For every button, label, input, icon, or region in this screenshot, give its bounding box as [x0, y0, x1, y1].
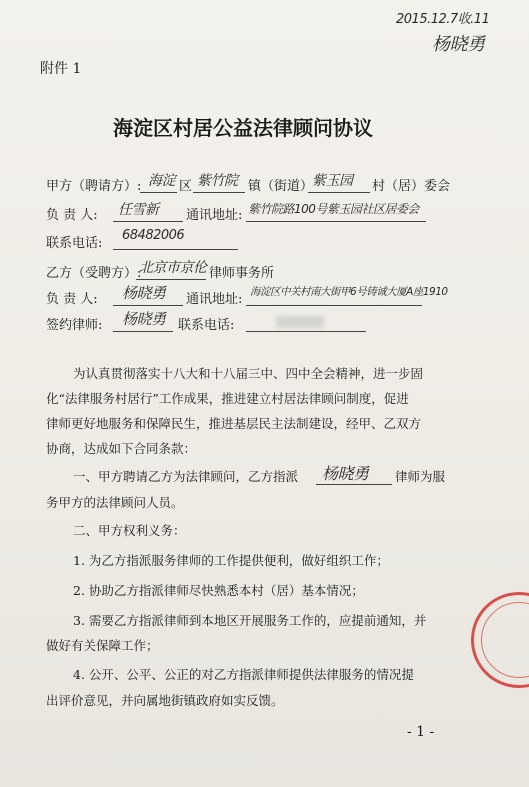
article-2-item-3-line-1: 3. 需要乙方指派律师到本地区开展服务工作的，应提前通知，并	[73, 613, 427, 628]
handwritten-date-note: 2015.12.7收.11	[396, 12, 490, 27]
party-b-label: 乙方（受聘方）:	[46, 266, 142, 281]
party-a-phone: 68482006	[122, 228, 185, 243]
party-a-address-label: 通讯地址:	[186, 208, 243, 223]
article-2-item-4-line-1: 4. 公开、公平、公正的对乙方指派律师提供法律服务的情况提	[73, 667, 414, 682]
article-1-line-1b: 律师为服	[395, 469, 446, 484]
party-b-address-label: 通讯地址:	[186, 292, 243, 307]
intro-line-1: 为认真贯彻落实十八大和十八届三中、四中全会精神，进一步固	[73, 366, 424, 381]
party-b-address: 海淀区中关村南大街甲6号铸诚大厦A座1910	[250, 286, 448, 298]
page-number: - 1 -	[407, 724, 435, 740]
article-2-item-3-line-2: 做好有关保障工作；	[46, 638, 159, 653]
article-2-item-2: 2. 协助乙方指派律师尽快熟悉本村（居）基本情况；	[73, 583, 364, 598]
party-b-lawyer-name: 杨晓勇	[122, 310, 166, 328]
party-a-village: 紫玉园	[312, 173, 353, 189]
party-a-town: 紫竹院	[197, 173, 238, 189]
handwritten-signature-note: 杨晓勇	[432, 34, 485, 55]
document-title: 海淀区村居公益法律顾问协议	[113, 116, 373, 140]
party-a-village-suffix: 村（居）委会	[372, 179, 451, 194]
official-seal-stamp	[471, 592, 529, 688]
article-2-item-1: 1. 为乙方指派服务律师的工作提供便利，做好组织工作；	[73, 553, 389, 568]
intro-line-2: 化“法律服务村居行”工作成果，推进建立村居法律顾问制度，促进	[46, 391, 409, 406]
party-a-phone-label: 联系电话:	[46, 236, 103, 251]
intro-line-4: 协商，达成如下合同条款：	[46, 441, 197, 456]
article-2-title: 二、甲方权利义务：	[73, 523, 186, 538]
article-1-lawyer-name: 杨晓勇	[322, 464, 369, 483]
party-a-district: 海淀	[148, 173, 175, 189]
party-b-lawyer-label: 签约律师:	[46, 318, 103, 333]
party-a-label: 甲方（聘请方）:	[46, 179, 142, 194]
article-1-line-1a: 一、甲方聘请乙方为法律顾问，乙方指派	[73, 469, 299, 484]
party-a-responsible-name: 任雪新	[118, 202, 159, 218]
party-b-responsible-label: 负 责 人:	[46, 292, 98, 307]
party-a-address: 紫竹院路100号紫玉园社区居委会	[248, 202, 419, 216]
party-a-responsible-label: 负 责 人:	[46, 208, 98, 223]
party-b-phone-label: 联系电话:	[178, 318, 235, 333]
party-a-district-suffix: 区	[179, 179, 193, 194]
attachment-label: 附件 1	[40, 61, 82, 77]
party-b-firm: 北京市京伦	[139, 260, 207, 276]
article-2-item-4-line-2: 出评价意见，并向属地街镇政府如实反馈。	[46, 693, 284, 708]
article-1-line-2: 务甲方的法律顾问人员。	[46, 495, 184, 510]
party-b-responsible-name: 杨晓勇	[122, 284, 166, 302]
party-b-firm-suffix: 律师事务所	[209, 266, 275, 281]
intro-line-3: 律师更好地服务和保障民生，推进基层民主法制建设，经甲、乙双方	[46, 416, 422, 431]
redacted-phone	[276, 316, 324, 328]
party-a-town-suffix: 镇（街道）	[248, 179, 314, 194]
